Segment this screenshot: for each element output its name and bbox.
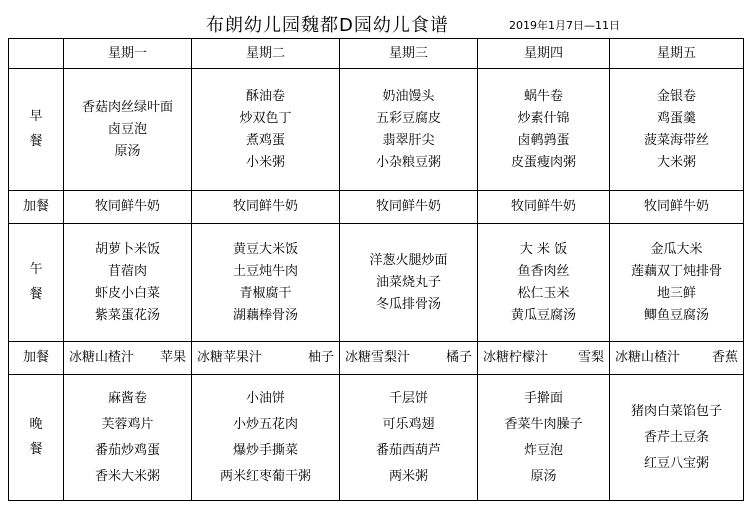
dish-item: 麻酱卷 — [107, 390, 147, 406]
dish-item: 炒双色丁 — [239, 110, 292, 126]
day-header-row — [9, 39, 744, 69]
dinner-cell — [610, 375, 744, 501]
date-range: 2019年1月7日—11日 — [509, 19, 620, 32]
dish-item: 原汤 — [114, 143, 141, 159]
dish-item: 地三鲜 — [656, 285, 696, 301]
dish-item: 爆炒手撕菜 — [232, 442, 298, 458]
day-header: 星期一 — [64, 39, 192, 69]
dish-item: 小炒五花肉 — [232, 416, 298, 432]
page-title: 布朗幼儿园魏都D园幼儿食谱 — [206, 15, 449, 36]
dish-item: 两米粥 — [388, 468, 428, 484]
weekly-menu-table — [8, 38, 744, 501]
snack-cell: 冰糖雪梨汁 橘子 — [340, 342, 478, 375]
dish-item: 黄豆大米饭 — [232, 241, 298, 257]
dish-item: 湖藕棒骨汤 — [232, 307, 298, 323]
lunch-cell — [478, 224, 610, 342]
lunch-cell — [340, 224, 478, 342]
day-header: 星期四 — [478, 39, 610, 69]
dish-item: 莲藕双丁炖排骨 — [630, 263, 722, 279]
dish-item: 翡翠肝尖 — [382, 132, 435, 148]
day-header: 星期五 — [610, 39, 744, 69]
dish-item: 香米大米粥 — [94, 468, 160, 484]
dish-item: 香菇肉丝绿叶面 — [81, 99, 173, 115]
lunch-row — [9, 224, 744, 342]
dish-item: 五彩豆腐皮 — [375, 110, 441, 126]
menu-header — [0, 11, 756, 37]
lunch-label: 午 餐 — [9, 224, 64, 342]
dish-item: 油菜烧丸子 — [375, 274, 441, 290]
breakfast-cell — [64, 69, 192, 191]
morning-snack-label: 加餐 — [9, 191, 64, 224]
dish-item: 洋葱火腿炒面 — [369, 252, 448, 268]
lunch-cell — [610, 224, 744, 342]
dish-item: 青椒腐干 — [239, 285, 292, 301]
dish-item: 冬瓜排骨汤 — [375, 296, 441, 312]
lunch-cell — [64, 224, 192, 342]
dish-item: 金瓜大米 — [650, 241, 703, 257]
dinner-cell — [64, 375, 192, 501]
dish-item: 大米粥 — [656, 154, 696, 170]
dish-item: 可乐鸡翅 — [382, 416, 435, 432]
dish-item: 手擀面 — [523, 390, 563, 406]
snack-cell: 冰糖山楂汁 香蕉 — [610, 342, 744, 375]
dish-item: 原汤 — [530, 468, 557, 484]
dish-item: 酥油卷 — [245, 88, 285, 104]
dish-item: 香芹土豆条 — [643, 429, 709, 445]
dish-item: 苜蓿肉 — [107, 263, 147, 279]
afternoon-snack-label: 加餐 — [9, 342, 64, 375]
dish-item: 香菜牛肉臊子 — [504, 416, 583, 432]
dish-item: 鲫鱼豆腐汤 — [643, 307, 709, 323]
dish-item: 猪肉白菜馅包子 — [630, 403, 722, 419]
dish-item: 胡萝卜米饭 — [94, 241, 160, 257]
dish-item: 虾皮小白菜 — [94, 285, 160, 301]
dish-item: 红豆八宝粥 — [643, 455, 709, 471]
dish-item: 卤鹌鹑蛋 — [517, 132, 570, 148]
dish-item: 鱼香肉丝 — [517, 263, 570, 279]
breakfast-label: 早 餐 — [9, 69, 64, 191]
dish-item: 番茄炒鸡蛋 — [94, 442, 160, 458]
snack-cell: 冰糖柠檬汁 雪梨 — [478, 342, 610, 375]
dish-item: 奶油馒头 — [382, 88, 435, 104]
snack-cell: 牧同鲜牛奶 — [192, 191, 340, 224]
breakfast-cell — [340, 69, 478, 191]
dish-item: 小油饼 — [245, 390, 285, 406]
dinner-cell — [340, 375, 478, 501]
dish-item: 土豆炖牛肉 — [232, 263, 298, 279]
snack-cell: 牧同鲜牛奶 — [64, 191, 192, 224]
dish-item: 小杂粮豆粥 — [375, 154, 441, 170]
snack-cell: 牧同鲜牛奶 — [478, 191, 610, 224]
dish-item: 松仁玉米 — [517, 285, 570, 301]
dish-item: 千层饼 — [388, 390, 428, 406]
dish-item: 黄瓜豆腐汤 — [510, 307, 576, 323]
morning-snack-row — [9, 191, 744, 224]
dish-item: 煮鸡蛋 — [245, 132, 285, 148]
dish-item: 炒素什锦 — [517, 110, 570, 126]
lunch-cell — [192, 224, 340, 342]
dinner-cell — [478, 375, 610, 501]
dinner-cell — [192, 375, 340, 501]
breakfast-cell — [192, 69, 340, 191]
dish-item: 卤豆泡 — [107, 121, 147, 137]
dish-item: 紫菜蛋花汤 — [94, 307, 160, 323]
dinner-label: 晚 餐 — [9, 375, 64, 501]
dish-item: 大 米 饭 — [519, 241, 568, 257]
breakfast-row — [9, 69, 744, 191]
breakfast-cell — [478, 69, 610, 191]
snack-cell: 牧同鲜牛奶 — [340, 191, 478, 224]
dish-item: 金银卷 — [656, 88, 696, 104]
dish-item: 两米红枣葡干粥 — [219, 468, 311, 484]
snack-cell: 冰糖山楂汁 苹果 — [64, 342, 192, 375]
dish-item: 蜗牛卷 — [523, 88, 563, 104]
dish-item: 菠菜海带丝 — [643, 132, 709, 148]
dish-item: 芙蓉鸡片 — [101, 416, 154, 432]
snack-cell: 冰糖苹果汁 柚子 — [192, 342, 340, 375]
day-header: 星期二 — [192, 39, 340, 69]
dinner-row — [9, 375, 744, 501]
dish-item: 小米粥 — [245, 154, 285, 170]
day-header: 星期三 — [340, 39, 478, 69]
dish-item: 皮蛋瘦肉粥 — [510, 154, 576, 170]
afternoon-snack-row — [9, 342, 744, 375]
dish-item: 鸡蛋羹 — [656, 110, 696, 126]
snack-cell: 牧同鲜牛奶 — [610, 191, 744, 224]
dish-item: 炸豆泡 — [523, 442, 563, 458]
dish-item: 番茄西葫芦 — [375, 442, 441, 458]
corner-cell — [9, 39, 64, 69]
breakfast-cell — [610, 69, 744, 191]
